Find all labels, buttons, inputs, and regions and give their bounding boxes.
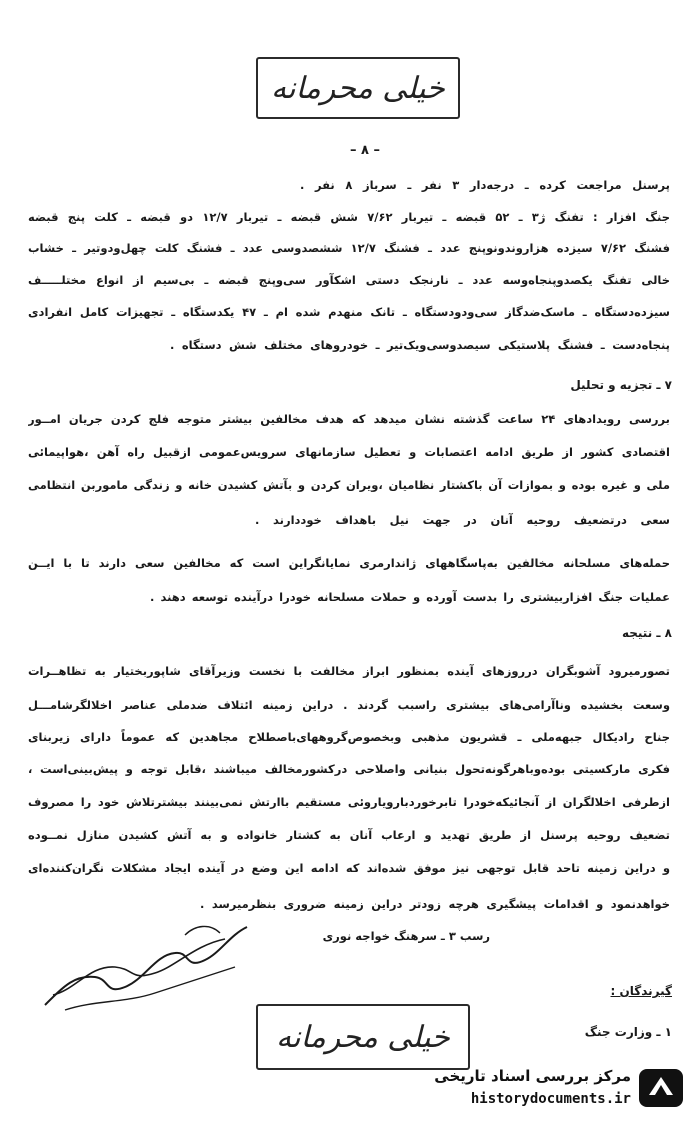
- archive-name: مرکز بررسی اسناد تاریخی: [434, 1067, 631, 1085]
- section8-line-6: تضعیف روحیه پرسنل از طریق تهدید و ارعاب آنان به کشتار خانواده و به آتش کشیدن منازل نمــوده: [28, 828, 670, 842]
- section8-line-1: تصورمیرود آشوبگران درروزهای آینده بمنظور ابراز مخالفت با نخست وزیرآقای شاپوربختیار به تظاهــرات: [28, 664, 670, 678]
- section8-line-8: خواهدنمود و اقدامات پیشگیری هرچه زودتر دراین زمینه ضروری بنظرمیرسد .: [200, 897, 670, 911]
- handwritten-signature: [35, 915, 255, 1015]
- section8-heading: ۸ ـ نتیجه: [621, 626, 672, 640]
- classification-stamp-text: خیلی محرمانه: [271, 70, 445, 106]
- section7-line-1: بررسی رویدادهای ۲۴ ساعت گذشته نشان میدهد که هدف مخالفین بیشتر متوجه فلج کردن جریان امــور: [28, 412, 670, 426]
- section7-line-6: عملیات جنگ افزاربیشتری را بدست آورده و حملات مسلحانه خودرا درآینده توسعه دهند .: [150, 590, 670, 604]
- signature-note: رسب ۳ ـ سرهنگ خواجه نوری: [322, 929, 490, 943]
- body-line-6: پنجاه‌دست ـ فشنگ پلاستیکی سیصدوسی‌ویک‌تیر ـ خودروهای مختلف شش دستگاه .: [170, 338, 670, 352]
- body-line-4: خالی تفنگ یکصدوپنجاه‌وسه عدد ـ نارنجک دستی اشکآور سی‌وپنج قبضه ـ بی‌سیم از انواع مختلـــــف: [28, 273, 670, 287]
- section8-line-3: جناح رادیکال جبهه‌ملی ـ قشریون مذهبی وبخصوص‌گروههای‌باصطلاح مجاهدین که عموماً دارای زیربنای: [28, 730, 670, 744]
- body-line-3: فشنگ ۷/۶۲ سیزده هزاروندونوپنج عدد ـ فشنگ ۱۲/۷ ششصدوسی عدد ـ فشنگ کلت چهل‌ودوتیر ـ خشاب: [28, 241, 670, 255]
- section7-line-4: سعی درتضعیف روحیه آنان در جهت نیل باهداف خوددارند .: [255, 513, 670, 527]
- classification-stamp-text: خیلی محرمانه: [276, 1019, 450, 1055]
- section7-line-5: حمله‌های مسلحانه مخالفین به‌پاسگاههای ژاندارمری نمایانگراین است که مخالفین سعی دارند تا با ایــن: [28, 556, 670, 570]
- archive-logo-icon: [637, 1065, 687, 1111]
- section8-line-5: ازطرفی اخلالگران از آنجائیکه‌خودرا تابرخوردبارویاروئی مستقیم باارتش نمی‌بینند بیشترتلاش خود را مصروف: [28, 795, 670, 809]
- section8-line-7: و دراین زمینه تاحد قابل توجهی نیز موفق شده‌اند که ادامه این وضع در آینده ایجاد مشکلات نگران‌کننده‌ای: [28, 861, 670, 875]
- archive-url: historydocuments.ir: [470, 1091, 631, 1107]
- recipients-title: گیرندگان :: [610, 984, 672, 998]
- archive-watermark: [425, 1063, 687, 1115]
- body-line-1: پرسنل مراجعت کرده ـ درجه‌دار ۳ نفر ـ سرباز ۸ نفر .: [300, 178, 670, 192]
- body-line-5: سیزده‌دستگاه ـ ماسک‌ضدگاز سی‌ودودستگاه ـ تانک منهدم شده ام ـ ۴۷ یکدستگاه ـ تجهیزات کامل انفرادی: [28, 305, 670, 319]
- section8-line-2: وسعت بخشیده وناآرامی‌های بیشتری راسبب گردند . دراین زمینه ائتلاف ضدملی عناصر اخلالگرشامـــل: [28, 698, 670, 712]
- page-number: – ۸ –: [350, 143, 380, 158]
- classification-stamp-bottom: [256, 1004, 470, 1070]
- classification-stamp-top: [256, 57, 460, 119]
- recipient-item-1: ۱ ـ وزارت جنگ: [584, 1025, 672, 1039]
- section7-heading: ۷ ـ تجزیه و تحلیل: [570, 378, 672, 392]
- section8-line-4: فکری مارکسیتی بوده‌وباهرگونه‌تحول بنیانی واصلاحی درکشورمخالف میباشند ،قابل توجه و پیش‌بینی‌است ،: [28, 762, 670, 776]
- section7-line-3: ملی و غیره بوده و بموازات آن باکشتار نظامیان ،ویران کردن و بآتش کشیدن خانه و زندگی ماموربن انتظامی: [28, 478, 670, 492]
- body-line-2: جنگ افزار : تفنگ ژ۳ ـ ۵۲ قبضه ـ تیربار ۷/۶۲ شش قبضه ـ تیربار ۱۲/۷ دو قبضه ـ کلت پنج قبضه: [28, 210, 670, 224]
- section7-line-2: اقتصادی کشور از طریق ادامه اعتصابات و تعطیل سازمانهای سرویس‌عمومی ازقبیل راه آهن ،هواپیمائی: [28, 445, 670, 459]
